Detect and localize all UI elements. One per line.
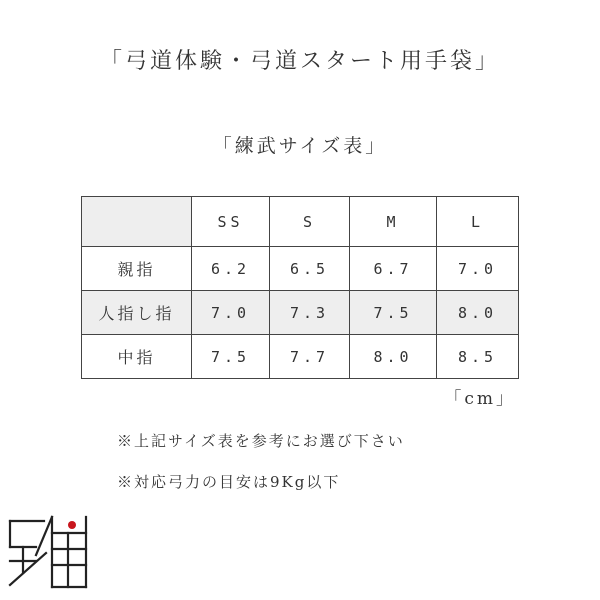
table-cell: 7.7 bbox=[270, 335, 350, 379]
kanji-logo-icon bbox=[6, 513, 88, 591]
note-bow-strength: ※対応弓力の目安は9Kg以下 bbox=[117, 473, 341, 491]
table-cell: 8.0 bbox=[437, 291, 519, 335]
table-cell: 8.5 bbox=[437, 335, 519, 379]
table-header-row bbox=[82, 197, 519, 247]
table-cell: 7.5 bbox=[192, 335, 270, 379]
note-reference: ※上記サイズ表を参考にお選び下さい bbox=[117, 432, 405, 450]
header-cell-s: S bbox=[270, 197, 350, 247]
table-row bbox=[82, 291, 519, 335]
table-cell: 7.5 bbox=[350, 291, 437, 335]
header-cell-m: M bbox=[350, 197, 437, 247]
header-cell-ss: SS bbox=[192, 197, 270, 247]
unit-label: 「cm」 bbox=[444, 389, 516, 409]
table-cell: 7.0 bbox=[192, 291, 270, 335]
table-cell: 6.5 bbox=[270, 247, 350, 291]
size-table bbox=[81, 196, 519, 379]
table-cell: 6.7 bbox=[350, 247, 437, 291]
table-cell: 8.0 bbox=[350, 335, 437, 379]
row-label-thumb: 親指 bbox=[82, 247, 192, 291]
page-title: 「弓道体験・弓道スタート用手袋」 bbox=[99, 49, 500, 74]
table-cell: 7.0 bbox=[437, 247, 519, 291]
header-cell-l: L bbox=[437, 197, 519, 247]
table-row bbox=[82, 335, 519, 379]
row-label-index-finger: 人指し指 bbox=[82, 291, 192, 335]
table-cell: 7.3 bbox=[270, 291, 350, 335]
header-cell-corner bbox=[82, 197, 192, 247]
table-cell: 6.2 bbox=[192, 247, 270, 291]
size-table-title: 「練武サイズ表」 bbox=[212, 135, 388, 157]
row-label-middle-finger: 中指 bbox=[82, 335, 192, 379]
table-row bbox=[82, 247, 519, 291]
logo-red-dot bbox=[68, 521, 76, 529]
